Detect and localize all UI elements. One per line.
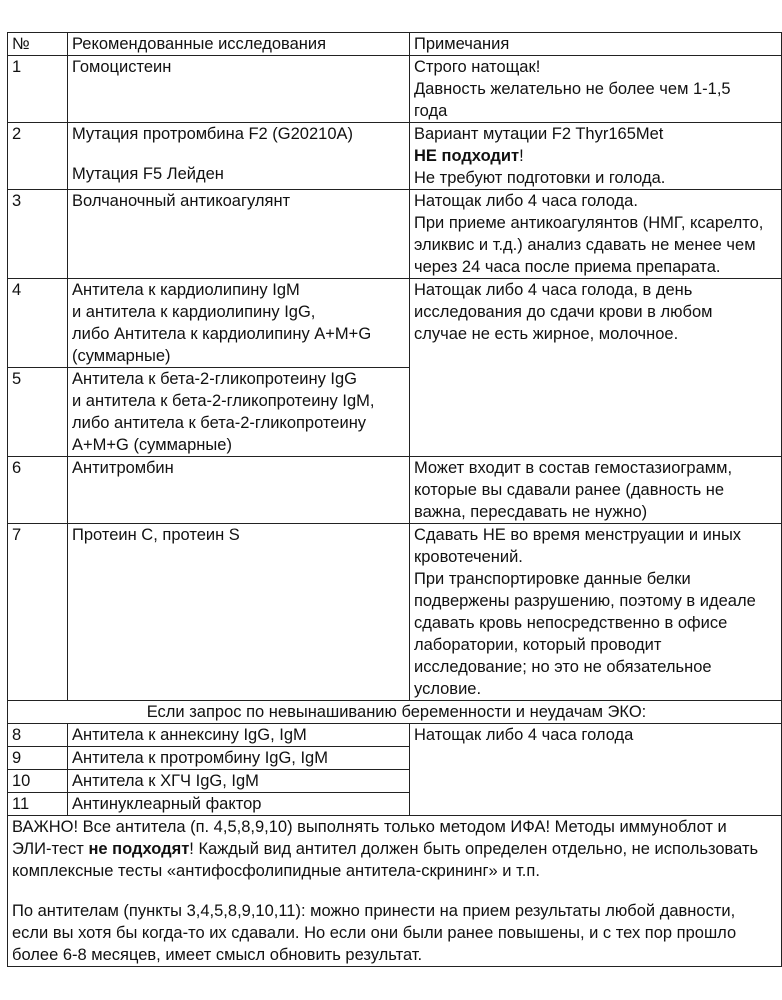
table-row bbox=[8, 123, 782, 190]
note-line: исследование; но это не обязательное bbox=[414, 658, 712, 676]
footer-line: комплексные тесты «антифосфолипидные антитела-скрининг» и т.п. bbox=[12, 862, 540, 880]
header-num: № bbox=[8, 33, 68, 56]
test-line: и антитела к бета-2-гликопротеину IgM, bbox=[72, 392, 375, 410]
footer-line: По антителам (пункты 3,4,5,8,9,10,11): можно принести на прием результаты любой давности, bbox=[12, 902, 736, 920]
row-note: Натощак либо 4 часа голода bbox=[410, 724, 782, 816]
table-row bbox=[8, 724, 782, 747]
document bbox=[7, 32, 781, 967]
warning-text: НЕ подходит bbox=[414, 147, 520, 165]
test-line: Мутация F5 Лейден bbox=[72, 165, 224, 183]
footer-line: ВАЖНО! Все антитела (п. 4,5,8,9,10) выполнять только методом ИФА! Методы иммуноблот и bbox=[12, 818, 727, 836]
test-line: Антитела к бета-2-гликопротеину IgG bbox=[72, 370, 358, 388]
row-num: 3 bbox=[8, 190, 68, 279]
row-num: 2 bbox=[8, 123, 68, 190]
footer-text: ЭЛИ-тест bbox=[12, 840, 89, 858]
row-note bbox=[410, 123, 782, 190]
row-test: Гомоцистеин bbox=[68, 56, 410, 123]
note-line: случае не есть жирное, молочное. bbox=[414, 325, 679, 343]
note-line: кровотечений. bbox=[414, 548, 523, 566]
row-num: 7 bbox=[8, 524, 68, 701]
table-row bbox=[8, 524, 782, 701]
table-row bbox=[8, 457, 782, 524]
row-test: Антинуклеарный фактор bbox=[68, 793, 410, 816]
note-line: При транспортировке данные белки bbox=[414, 570, 691, 588]
note-line: Не требуют подготовки и голода. bbox=[414, 169, 666, 187]
note-line: которые вы сдавали ранее (давность не bbox=[414, 481, 725, 499]
spacer bbox=[12, 882, 781, 900]
row-test: Волчаночный антикоагулянт bbox=[68, 190, 410, 279]
section-title: Если запрос по невынашиванию беременности и неудачам ЭКО: bbox=[8, 701, 782, 724]
note-line: важна, пересдавать не нужно) bbox=[414, 503, 648, 521]
row-test: Антитела к протромбину IgG, IgM bbox=[68, 747, 410, 770]
warning-punct: ! bbox=[519, 147, 524, 165]
row-test: Антитела к ХГЧ IgG, IgM bbox=[68, 770, 410, 793]
row-num: 9 bbox=[8, 747, 68, 770]
note-line: Натощак либо 4 часа голода. bbox=[414, 192, 638, 210]
row-note bbox=[410, 457, 782, 524]
footer-line bbox=[12, 838, 781, 860]
note-line: Строго натощак! bbox=[414, 58, 541, 76]
note-line: При приеме антикоагулянтов (НМГ, ксарелто, bbox=[414, 214, 764, 232]
footer-row bbox=[8, 816, 782, 967]
note-line: Может входит в состав гемостазиограмм, bbox=[414, 459, 733, 477]
note-line: лаборатории, который проводит bbox=[414, 636, 662, 654]
table-row bbox=[8, 56, 782, 123]
note-line: условие. bbox=[414, 680, 482, 698]
note-line bbox=[414, 145, 781, 167]
test-line: Мутация протромбина F2 (G20210A) bbox=[72, 125, 353, 143]
row-num: 6 bbox=[8, 457, 68, 524]
footer-notes bbox=[8, 816, 782, 967]
row-note bbox=[410, 190, 782, 279]
row-num: 10 bbox=[8, 770, 68, 793]
note-line: подвержены разрушению, поэтому в идеале bbox=[414, 592, 756, 610]
note-line: Давность желательно не более чем 1-1,5 bbox=[414, 80, 731, 98]
test-line: (суммарные) bbox=[72, 347, 171, 365]
row-test bbox=[68, 123, 410, 190]
row-num: 8 bbox=[8, 724, 68, 747]
row-note bbox=[410, 279, 782, 457]
header-tests: Рекомендованные исследования bbox=[68, 33, 410, 56]
recommendations-table bbox=[7, 32, 782, 967]
note-line: года bbox=[414, 102, 448, 120]
note-line: через 24 часа после приема препарата. bbox=[414, 258, 721, 276]
row-test bbox=[68, 279, 410, 368]
row-note bbox=[410, 524, 782, 701]
note-line: Вариант мутации F2 Thyr165Met bbox=[414, 125, 664, 143]
spacer bbox=[72, 145, 409, 163]
footer-line: более 6-8 месяцев, имеет смысл обновить результат. bbox=[12, 946, 423, 964]
warning-text: не подходят bbox=[88, 840, 190, 858]
footer-text: ! Каждый вид антител должен быть определен отдельно, не использовать bbox=[189, 840, 759, 858]
header-notes: Примечания bbox=[410, 33, 782, 56]
row-note bbox=[410, 56, 782, 123]
row-test: Протеин С, протеин S bbox=[68, 524, 410, 701]
test-line: Антитела к кардиолипину IgM bbox=[72, 281, 300, 299]
row-test bbox=[68, 368, 410, 457]
table-row bbox=[8, 190, 782, 279]
note-line: Натощак либо 4 часа голода, в день bbox=[414, 281, 693, 299]
footer-line: если вы хотя бы когда-то их сдавали. Но если они были ранее повышены, и с тех пор прошло bbox=[12, 924, 737, 942]
table-row bbox=[8, 279, 782, 368]
note-line: исследования до сдачи крови в любом bbox=[414, 303, 713, 321]
row-num: 4 bbox=[8, 279, 68, 368]
row-num: 1 bbox=[8, 56, 68, 123]
table-header-row bbox=[8, 33, 782, 56]
note-line: эликвис и т.д.) анализ сдавать не менее чем bbox=[414, 236, 756, 254]
test-line: A+M+G (суммарные) bbox=[72, 436, 232, 454]
row-test: Антитромбин bbox=[68, 457, 410, 524]
test-line: либо антитела к бета-2-гликопротеину bbox=[72, 414, 367, 432]
note-line: Сдавать НЕ во время менструации и иных bbox=[414, 526, 742, 544]
row-test: Антитела к аннексину IgG, IgM bbox=[68, 724, 410, 747]
test-line: либо Антитела к кардиолипину A+M+G bbox=[72, 325, 372, 343]
row-num: 11 bbox=[8, 793, 68, 816]
note-line: сдавать кровь непосредственно в офисе bbox=[414, 614, 728, 632]
row-num: 5 bbox=[8, 368, 68, 457]
section-row bbox=[8, 701, 782, 724]
test-line: и антитела к кардиолипину IgG, bbox=[72, 303, 316, 321]
